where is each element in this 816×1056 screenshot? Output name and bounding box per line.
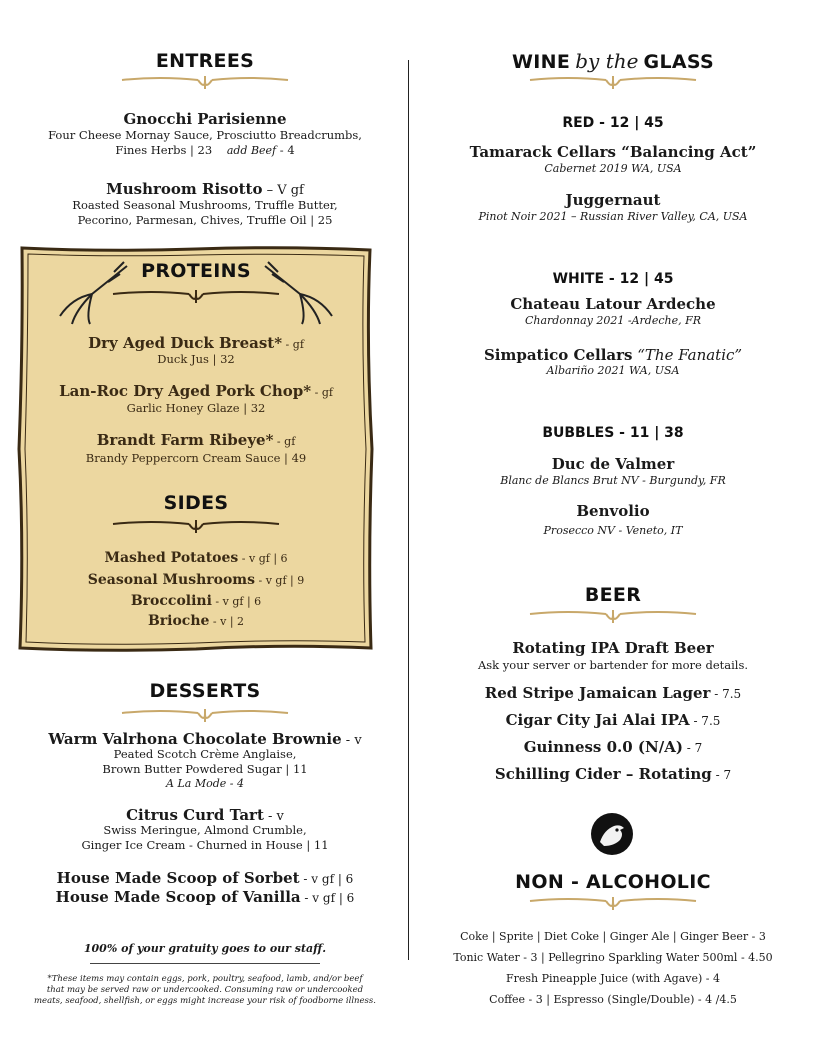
sides-heading: SIDES bbox=[163, 492, 229, 514]
proteins-flourish bbox=[16, 286, 376, 306]
wine-name: Simpatico Cellars “The Fanatic” bbox=[483, 346, 743, 364]
protein-desc: Brandy Peppercorn Cream Sauce | 49 bbox=[85, 451, 307, 465]
protein-name: Dry Aged Duck Breast* - gf bbox=[88, 334, 304, 352]
wine-desc: Prosecco NV - Veneto, IT bbox=[543, 524, 683, 537]
wine-bubbles-heading: BUBBLES - 11 | 38 bbox=[542, 425, 684, 441]
proteins-heading: PROTEINS bbox=[141, 260, 251, 282]
entree-name: Gnocchi Parisienne bbox=[123, 110, 287, 128]
allergy-disclaimer: meats, seafood, shellfish, or eggs might increase your risk of foodborne illness. bbox=[34, 996, 376, 1006]
entree-name: Mushroom Risotto – V gf bbox=[106, 180, 304, 198]
drink-line: Coffee - 3 | Espresso (Single/Double) - 4 /4.5 bbox=[489, 993, 737, 1006]
beer-desc: Ask your server or bartender for more details. bbox=[477, 658, 749, 672]
entree-desc: Four Cheese Mornay Sauce, Prosciutto Breadcrumbs, bbox=[48, 128, 362, 142]
wine-name: Benvolio bbox=[576, 502, 650, 520]
wine-name: Juggernaut bbox=[565, 191, 661, 209]
wine-red-heading: RED - 12 | 45 bbox=[562, 115, 664, 131]
beer-name: Schilling Cider – Rotating - 7 bbox=[494, 765, 732, 783]
gratuity-note: 100% of your gratuity goes to our staff. bbox=[83, 942, 327, 955]
wine-flourish bbox=[430, 72, 796, 92]
dessert-name: House Made Scoop of Sorbet - v gf | 6 bbox=[56, 869, 354, 887]
wine-desc: Blanc de Blancs Brut NV - Burgundy, FR bbox=[500, 474, 726, 487]
beer-name: Guinness 0.0 (N/A) - 7 bbox=[523, 738, 703, 756]
side-item: Broccolini - v gf | 6 bbox=[130, 593, 262, 609]
entrees-flourish bbox=[20, 72, 390, 92]
wine-heading: WINE by the GLASS bbox=[512, 49, 714, 73]
drink-line: Coke | Sprite | Diet Coke | Ginger Ale | Ginger Beer - 3 bbox=[460, 930, 766, 943]
side-item: Mashed Potatoes - v gf | 6 bbox=[104, 550, 288, 566]
beer-name: Red Stripe Jamaican Lager - 7.5 bbox=[484, 684, 742, 702]
entree-desc: Roasted Seasonal Mushrooms, Truffle Butter, bbox=[72, 198, 338, 212]
dessert-desc: Brown Butter Powdered Sugar | 11 bbox=[102, 762, 308, 776]
non-alcoholic-flourish bbox=[430, 893, 796, 913]
wine-desc: Pinot Noir 2021 – Russian River Valley, CA, USA bbox=[478, 210, 748, 223]
crow-logo-icon bbox=[590, 812, 634, 860]
dessert-name: House Made Scoop of Vanilla - v gf | 6 bbox=[55, 888, 355, 906]
dessert-name: Warm Valrhona Chocolate Brownie - v bbox=[48, 730, 362, 748]
dessert-desc: Ginger Ice Cream - Churned in House | 11 bbox=[81, 838, 329, 852]
protein-name: Brandt Farm Ribeye* - gf bbox=[96, 431, 296, 449]
drink-line: Tonic Water - 3 | Pellegrino Sparkling Water 500ml - 4.50 bbox=[453, 951, 773, 964]
column-divider bbox=[408, 60, 409, 960]
drink-line: Fresh Pineapple Juice (with Agave) - 4 bbox=[506, 972, 720, 985]
entree-desc: Pecorino, Parmesan, Chives, Truffle Oil | 25 bbox=[77, 213, 333, 227]
entrees-heading: ENTREES bbox=[155, 50, 255, 72]
wine-white-heading: WHITE - 12 | 45 bbox=[552, 271, 674, 287]
beer-heading: BEER bbox=[584, 584, 642, 606]
footer-rule bbox=[90, 963, 320, 964]
wine-name: Tamarack Cellars “Balancing Act” bbox=[469, 143, 757, 161]
entree-desc: Fines Herbs | 23 add Beef - 4 bbox=[115, 143, 295, 157]
proteins-parchment-panel bbox=[16, 244, 376, 654]
protein-desc: Duck Jus | 32 bbox=[157, 352, 235, 366]
dessert-note: A La Mode - 4 bbox=[166, 777, 244, 790]
side-item: Seasonal Mushrooms - v gf | 9 bbox=[87, 572, 305, 588]
beer-name: Rotating IPA Draft Beer bbox=[512, 639, 714, 657]
beer-flourish bbox=[430, 606, 796, 626]
allergy-disclaimer: *These items may contain eggs, pork, poultry, seafood, lamb, and/or beef bbox=[47, 974, 363, 984]
side-item: Brioche - v | 2 bbox=[147, 613, 245, 629]
wine-name: Duc de Valmer bbox=[551, 455, 675, 473]
dessert-desc: Peated Scotch Crème Anglaise, bbox=[113, 747, 297, 761]
wine-desc: Cabernet 2019 WA, USA bbox=[544, 162, 682, 175]
protein-desc: Garlic Honey Glaze | 32 bbox=[126, 401, 266, 415]
allergy-disclaimer: that may be served raw or undercooked. Consuming raw or undercooked bbox=[46, 985, 364, 995]
beer-name: Cigar City Jai Alai IPA - 7.5 bbox=[505, 711, 721, 729]
dessert-desc: Swiss Meringue, Almond Crumble, bbox=[103, 823, 307, 837]
desserts-flourish bbox=[20, 705, 390, 725]
wine-desc: Albariño 2021 WA, USA bbox=[546, 364, 680, 377]
non-alcoholic-heading: NON - ALCOHOLIC bbox=[515, 871, 711, 893]
wine-name: Chateau Latour Ardeche bbox=[510, 295, 716, 313]
dessert-name: Citrus Curd Tart - v bbox=[126, 806, 284, 824]
sides-flourish bbox=[16, 516, 376, 536]
desserts-heading: DESSERTS bbox=[149, 680, 261, 702]
protein-name: Lan-Roc Dry Aged Pork Chop* - gf bbox=[59, 382, 333, 400]
wine-desc: Chardonnay 2021 -Ardeche, FR bbox=[524, 314, 702, 327]
